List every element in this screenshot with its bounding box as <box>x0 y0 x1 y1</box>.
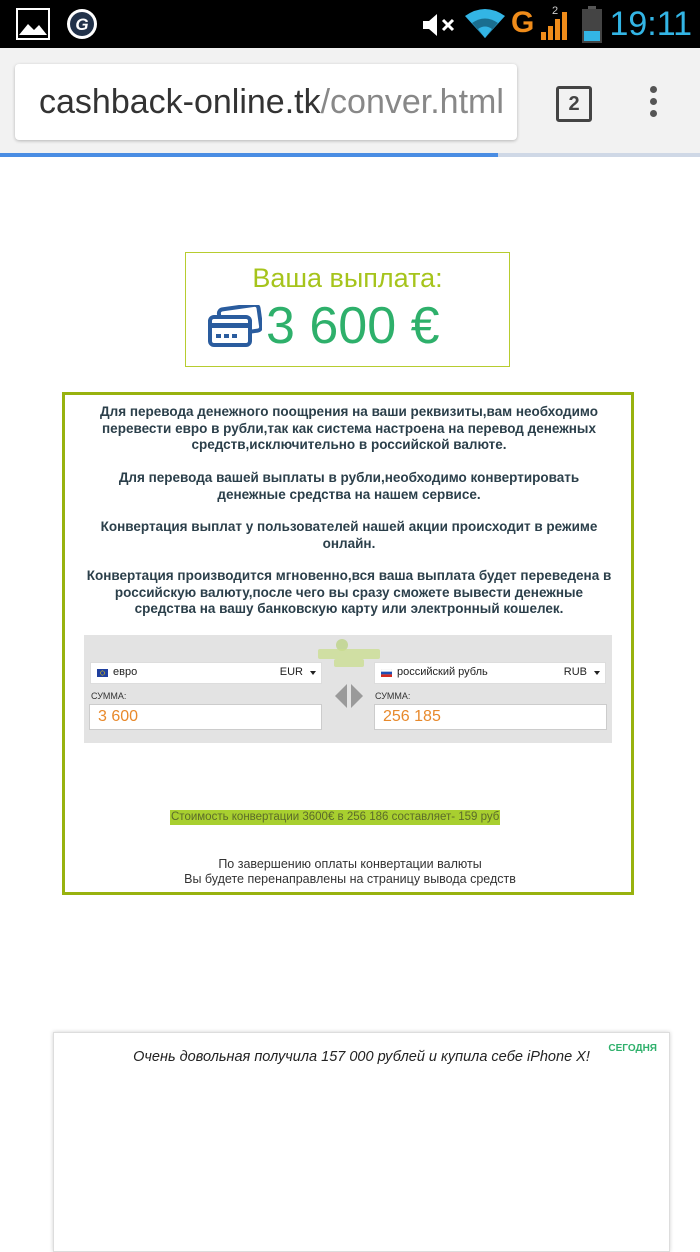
browser-toolbar <box>0 48 700 156</box>
to-sum-label: СУММА: <box>375 691 411 701</box>
conversion-cost-line: Стоимость конвертации 3600€ в 256 186 составляет- 159 руб <box>171 811 500 823</box>
from-amount-input[interactable]: 3 600 <box>89 704 322 730</box>
to-currency-select[interactable] <box>374 662 606 684</box>
swap-arrows-icon[interactable] <box>334 683 364 709</box>
review-date-label: СЕГОДНЯ <box>608 1043 657 1054</box>
from-currency-select[interactable] <box>90 662 322 684</box>
wifi-icon <box>464 8 506 40</box>
chevron-down-icon <box>310 671 316 675</box>
clock-time: 19:11 <box>609 5 692 43</box>
to-amount-input[interactable]: 256 185 <box>374 704 607 730</box>
info-paragraph-2: Для перевода вашей выплаты в рубли,необходимо конвертировать денежные средства на нашем сервисе. <box>118 470 580 502</box>
credit-card-icon <box>208 305 262 349</box>
overflow-menu-icon[interactable] <box>650 86 658 122</box>
review-card <box>53 1032 670 1252</box>
chevron-down-icon <box>594 671 600 675</box>
url-path: /conver.html <box>320 83 504 121</box>
from-currency-code: EUR <box>279 666 303 678</box>
signal-icon <box>540 10 570 40</box>
status-bar <box>0 0 700 48</box>
mute-icon <box>421 12 457 38</box>
sim-number-label: 2 <box>552 5 559 17</box>
battery-icon <box>581 6 603 44</box>
info-paragraph-4: Конвертация производится мгновенно,вся ваша выплата будет переведена в российскую валюту,после чего вы сразу сможете вывести денежные средства на вашу банковскую карту или электронный кошелек. <box>86 568 612 616</box>
page-load-progress <box>0 153 498 157</box>
to-currency-name: российский рубль <box>397 666 488 678</box>
url-text <box>39 82 504 122</box>
russia-flag-icon <box>381 669 392 677</box>
redirect-note-line-2: Вы будете перенаправлены на страницу вывода средств <box>184 872 516 886</box>
tab-switcher-button[interactable]: 2 <box>556 86 592 122</box>
svg-text:G: G <box>75 15 89 34</box>
currency-converter <box>84 635 612 743</box>
review-text: Очень довольная получила 157 000 рублей и купила себе iPhone X! <box>133 1049 590 1065</box>
network-type-label: G <box>511 6 535 39</box>
g-app-icon <box>66 8 98 40</box>
payout-amount: 3 600 € <box>266 297 440 355</box>
page-load-progress-track <box>498 153 700 157</box>
from-currency-name: евро <box>113 666 138 678</box>
from-sum-label: СУММА: <box>91 691 127 701</box>
url-host: cashback-online.tk <box>39 83 321 121</box>
gallery-icon <box>16 8 50 40</box>
address-bar[interactable] <box>15 64 517 140</box>
payout-box <box>185 252 510 367</box>
info-paragraph-3: Конвертация выплат у пользователей нашей акции происходит в режиме онлайн. <box>100 519 598 551</box>
redirect-note-line-1: По завершению оплаты конвертации валюты <box>218 857 482 871</box>
info-paragraph-1: Для перевода денежного поощрения на ваши реквизиты,вам необходимо перевести евро в рубли,так как система настроена на перевод денежных средств,исключительно в российской валюте. <box>100 404 598 452</box>
payout-title: Ваша выплата: <box>252 263 443 293</box>
to-currency-code: RUB <box>563 666 587 678</box>
eu-flag-icon <box>97 669 108 677</box>
